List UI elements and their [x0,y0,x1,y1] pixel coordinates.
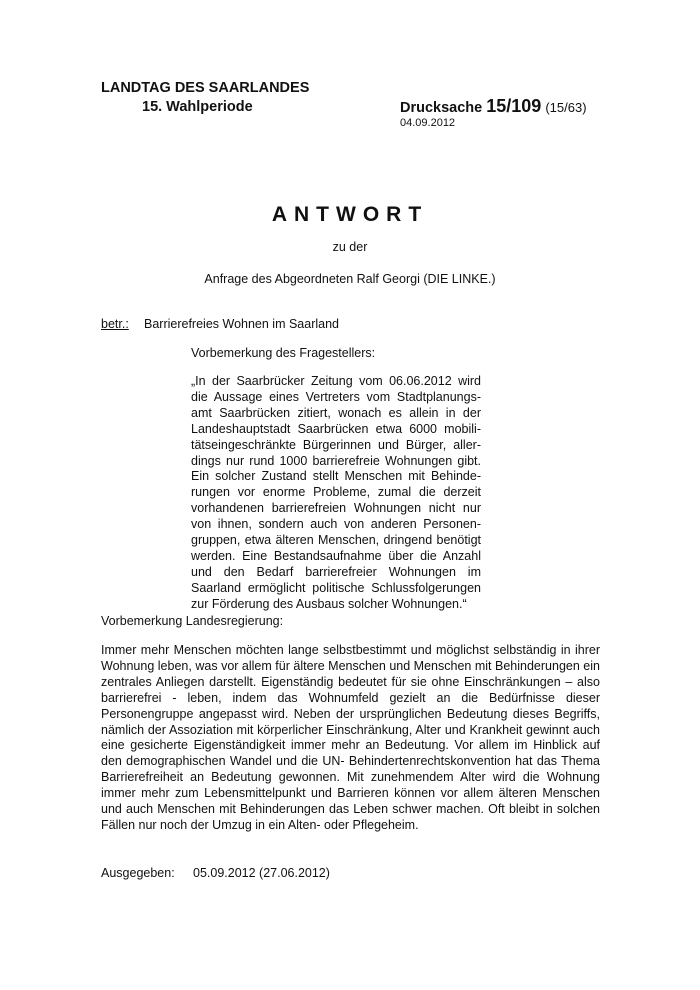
subject-text: Barrierefreies Wohnen im Saarland [144,317,340,331]
questioner-preamble-text: „In der Saarbrücker Zeitung vom 06.06.2012 wird die Aussage eines Vertreters vom Stadtplanungsamt Saarbrücken zitiert, wonach es allein in der Landeshauptstadt Saarbrücken etwa 6000 mobilitätseingeschränkte Bürgerinnen und Bürger, allerdings nur rund 1000 barrierefreie Wohnungen gibt. Ein solcher Zustand stellt Menschen mit Behinderungen vor enorme Probleme, zumal die derzeit vorhandenen barrierefreien Wohnungen nicht nur von ihnen, sondern auch von anderen Personengruppen, etwa älteren Menschen, dringend benötigt werden. Eine Bestandsaufnahme über die Anzahl und den Bedarf barrierefreier Wohnungen im Saarland ermöglicht politische Schlussfolgerungen zur Förderung des Ausbaus solcher Wohnungen.“ [191,374,481,611]
document-type-heading: ANTWORT [271,203,429,226]
inquiry-line: Anfrage des Abgeordneten Ralf Georgi (DIE LINKE.) [204,272,496,286]
government-preamble-heading: Vorbemerkung Landesregierung: [101,614,284,628]
drucksache-label: Drucksache [400,100,483,116]
document-date: 04.09.2012 [400,117,456,129]
zu-der-line: zu der [332,240,368,254]
questioner-preamble-heading: Vorbemerkung des Fragestellers: [191,346,376,360]
legislative-period: 15. Wahlperiode [142,99,253,115]
subject-label: betr.: [101,317,129,331]
issued-label: Ausgegeben: [101,866,175,880]
government-preamble-text: Immer mehr Menschen möchten lange selbstbestimmt und möglichst selbständig in ihrer Wohnung leben, was vor allem für ältere Menschen und Menschen mit Behinderungen ein zentrales Anliegen darstellt. Eigenständig bedeutet für sie ohne Einschränkungen – also barrierefrei - leben, indem das Wohnumfeld gezielt an die Bedürfnisse dieser Personengruppe angepasst wird. Neben der ursprünglichen Bedeutung dieses Begriffs, nämlich der Assoziation mit körperlicher Einschränkung, Alter und Krankheit gewinnt auch eine gesicherte Eigenständigkeit immer mehr an Bedeutung. Vor allem im Hinblick auf den demographischen Wandel und die UN- Behindertenrechtskonvention hat das Thema Barrierefreiheit an Bedeutung gewonnen. Mit zunehmendem Alter wird die Wohnung immer mehr zum Lebensmittelpunkt und Barrieren können vor allem älteren Menschen und auch Menschen mit Behinderungen das Leben schwer machen. Oft bleibt in solchen Fällen nur noch der Umzug in ein Alten- oder Pflegeheim. [101,643,600,832]
drucksache-number: 15/109 [486,96,542,116]
drucksache-reference [400,96,587,117]
parliament-title: LANDTAG DES SAARLANDES [101,80,310,96]
issued-date: 05.09.2012 (27.06.2012) [193,866,330,880]
drucksache-old-number: (15/63) [545,100,587,115]
